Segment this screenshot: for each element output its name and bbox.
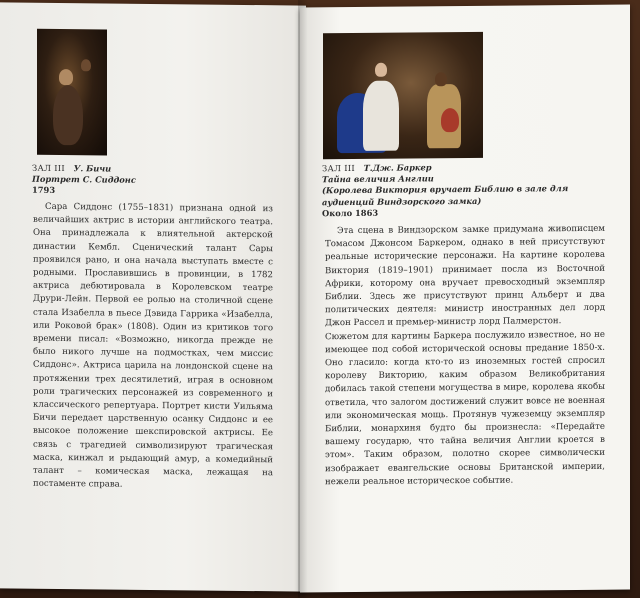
red-sash-shape (441, 108, 459, 132)
right-caption (322, 161, 612, 220)
brochure-spine-shadow (298, 0, 310, 598)
background-figure-shape (81, 59, 91, 71)
paragraph: Сара Сиддонс (1755–1831) признана одной из величайших актрис в истории английского театра. Она принадлежала к влиятельной актерской династии Кембл. Сценический талант Сары проявился рано, и она начала выступать вместе с родными. Прославившись в провинции, в 1782 актриса дебютировала в Королевском театре Друри-Лейн. Первой ее ролью на столичной сцене стала Изабелла в пьесе Дэвида Гаррика «Изабелла, или Роковой брак» (1808). Один из критиков того времени писал: «Возможно, никогда прежде не было никого лучше на подмостках, чем миссис Сиддонс». Актриса царила на лондонской сцене на протяжении трех десятилетий, играя в основном роли трагических персонажей из современного и классического репертуара. Портрет кисти Уильяма Бичи передает царственную осанку Сиддонс и ее высокое положение шекспировской актрисы. Ее связь с трагедией символизируют трагическая маска, кинжал и рыдающий амур, а комедийный талант – комическая маска, лежащая на постаменте справа. (33, 201, 273, 490)
paragraph: Эта сцена в Виндзорском замке придумана живописцем Томасом Джонсом Баркером, однако в ней присутствуют реальные исторические персонажи. На картине королева Виктория (1819–1901) принимает посла из Восточной Африки, которому она вручает превосходный экземпляр Библии. Здесь же присутствуют принц Альберт и два политических деятеля: министр иностранных дел лорд Джон Рассел и премьер-министр лорд Палмерстон. (325, 223, 605, 329)
figure-head-shape (59, 69, 73, 85)
left-caption (32, 163, 282, 199)
artwork-year: Около 1863 (322, 207, 379, 219)
queen-head-shape (375, 63, 387, 77)
hall-label: ЗАЛ III (32, 162, 65, 174)
figure-body-shape (53, 85, 83, 145)
envoy-head-shape (435, 72, 447, 86)
artwork-title: Портрет С. Сиддонс (32, 173, 136, 186)
artist-name: У. Бичи (73, 163, 112, 174)
right-page (300, 5, 630, 593)
paragraph: Сюжетом для картины Баркера послужило известное, но не имеющее под собой исторической основы предание 1850-х. Оно гласило: когда кто-то из иноземных гостей спросил королеву Викторию, каким образом Великобритания добилась такой степени могущества в мире, королева якобы ответила, что залогом достижений служит вовсе не военная или экономическая мощь. Протянув чужеземцу экземпляр Библии, монархиня будто бы произнесла: «Передайте вашему государю, что тайна величия Англии кроется в этом». Таким образом, полотно скорее символически изображает евангельские основы Британской империи, нежели реальное историческое событие. (325, 329, 605, 488)
white-gown-shape (363, 81, 399, 151)
hall-label: ЗАЛ III (322, 162, 355, 174)
portrait-siddons-thumbnail (37, 29, 107, 156)
left-page (0, 2, 306, 591)
artwork-subtitle: (Королева Виктория вручает Библию в зале для аудиенций Виндзорского замка) (322, 183, 569, 207)
artwork-title: Тайна величия Англии (322, 173, 434, 185)
painting-barker-thumbnail (323, 32, 483, 159)
artwork-year: 1793 (32, 185, 56, 196)
artist-name: Т.Дж. Баркер (363, 162, 432, 173)
left-body-text (33, 201, 273, 494)
right-body-text (325, 223, 605, 490)
